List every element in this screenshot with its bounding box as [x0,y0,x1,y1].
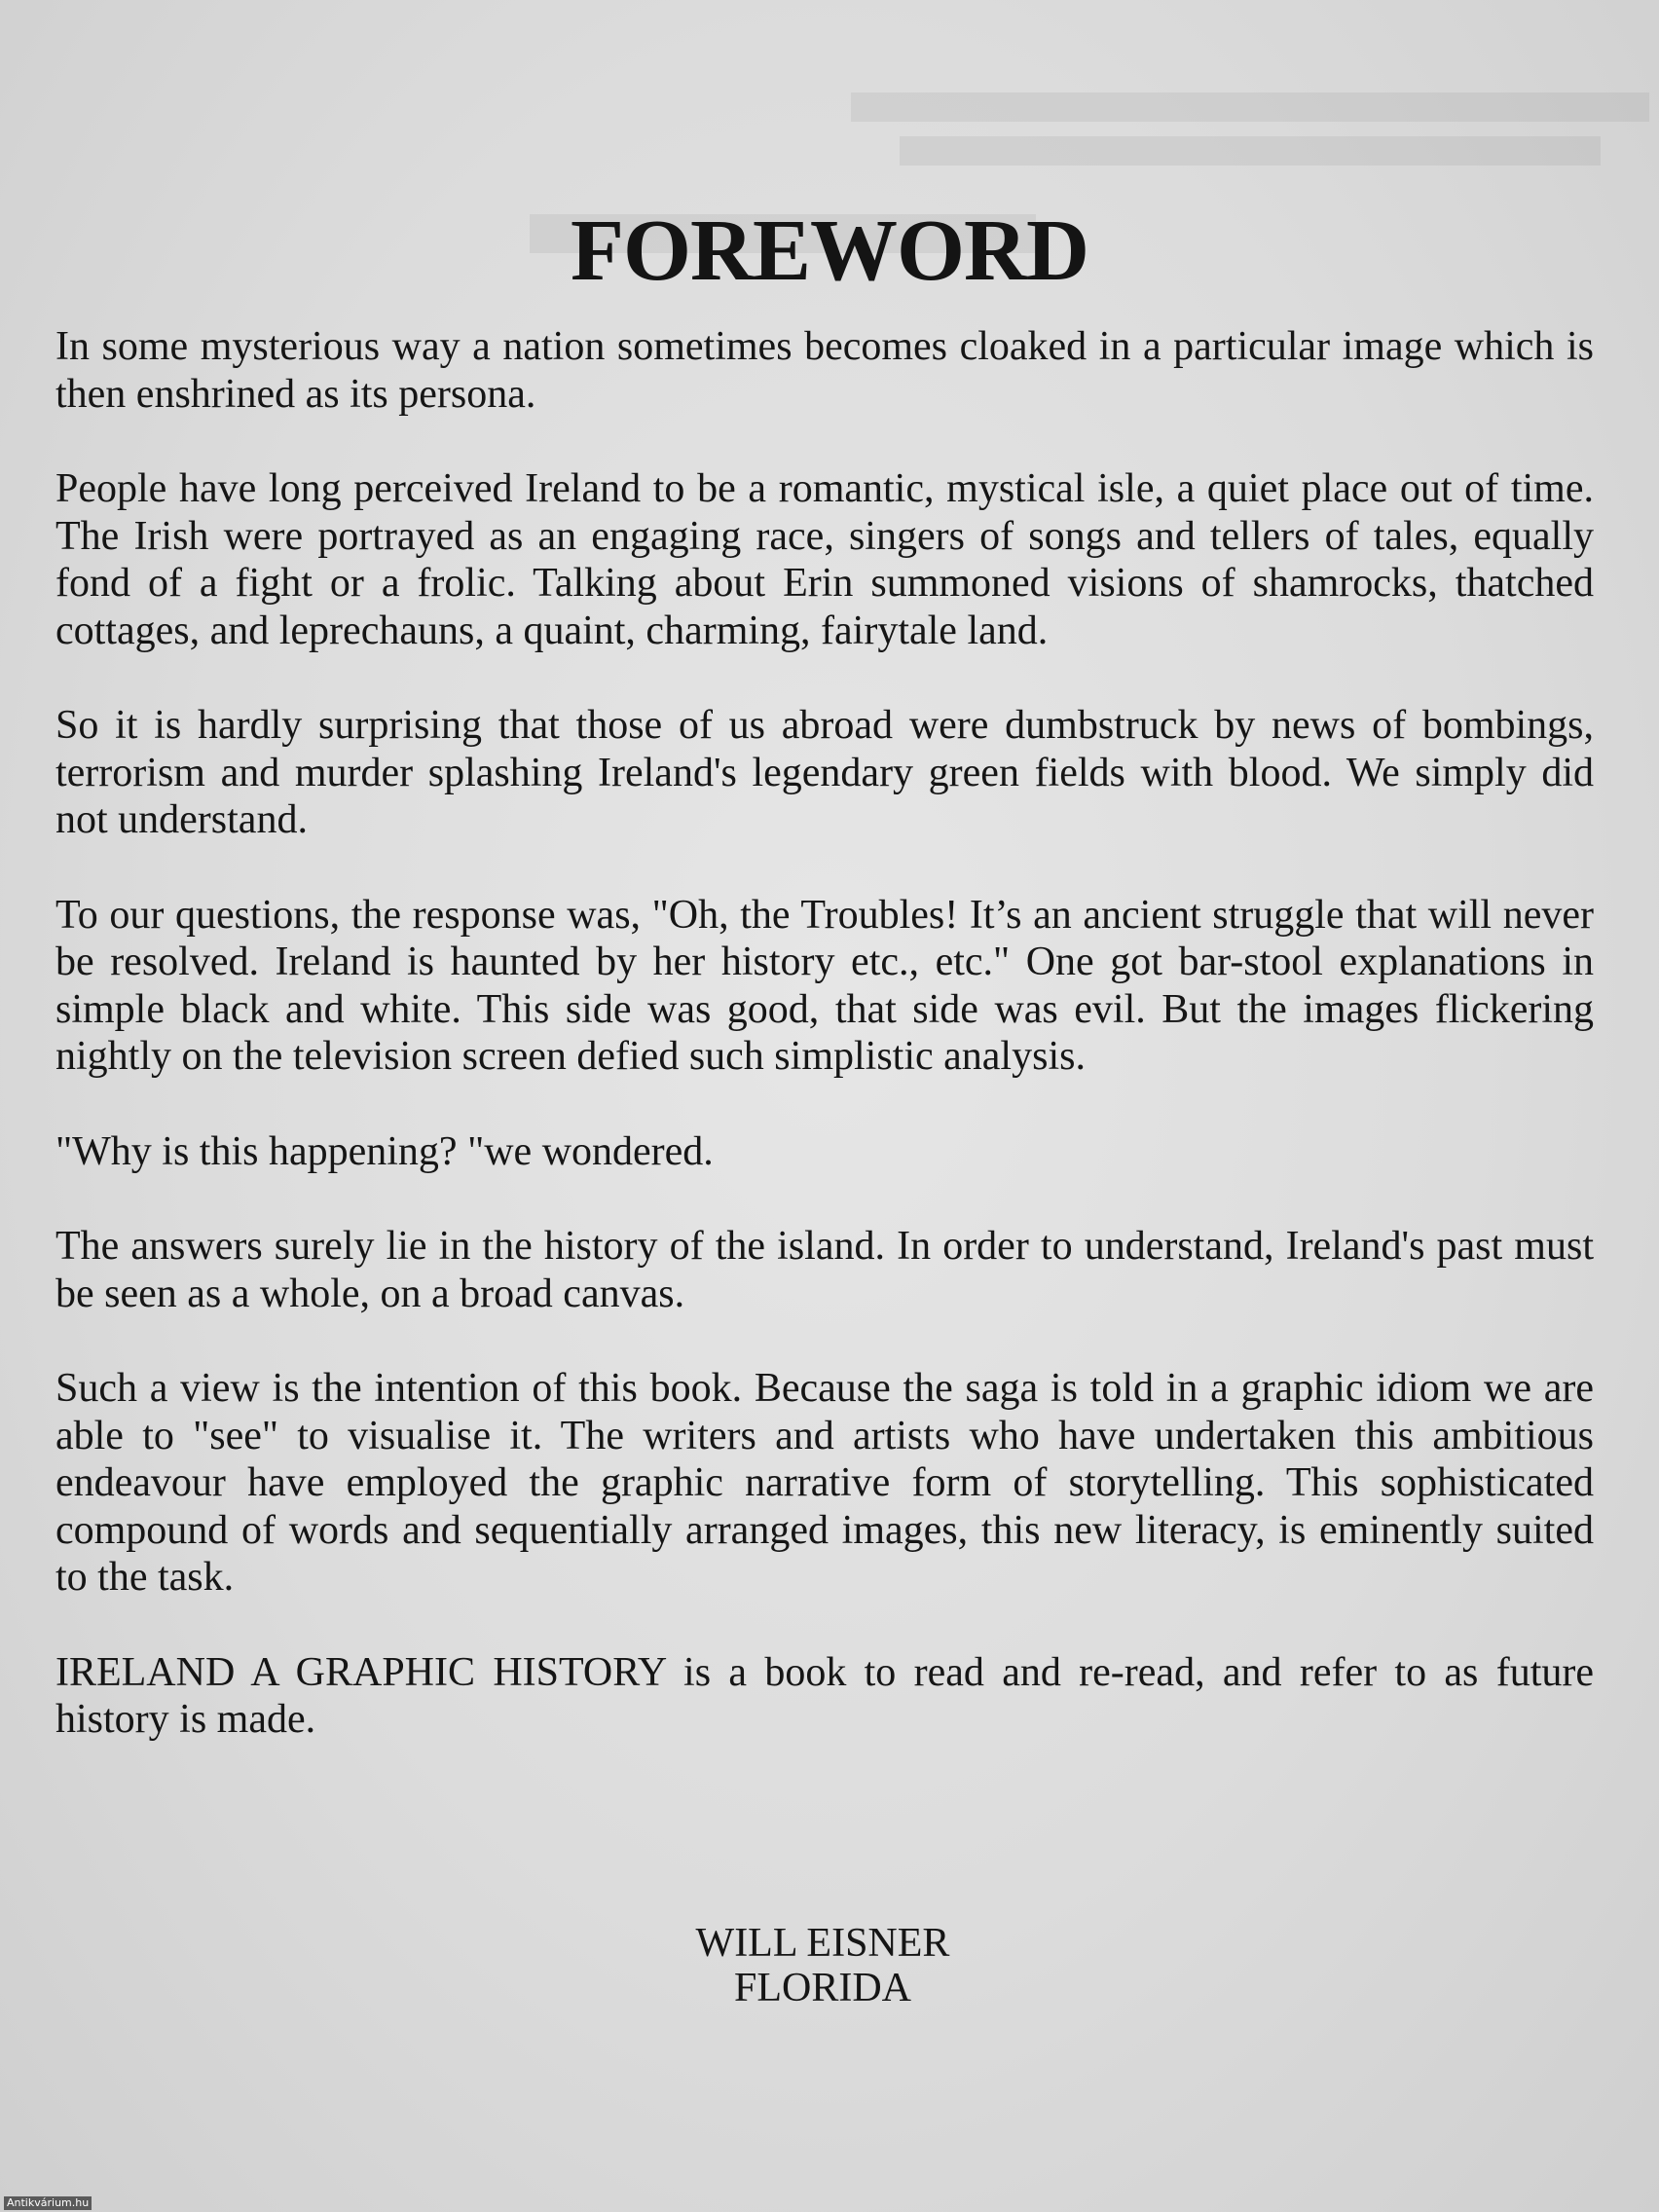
watermark-label: Antikvárium.hu [4,2196,92,2210]
paragraph-4: To our questions, the response was, "Oh, the Troubles! It’s an ancient struggle that will never be resolved. Ireland is haunted by her history etc., etc." One got bar-stool explanations in simple black and white. This side was good, that side was evil. But the images flickering nightly on the television screen defied such simplistic analysis. [55,892,1594,1079]
signature-location: FLORIDA [733,1966,911,2010]
paragraph-3: So it is hardly surprising that those of us abroad were dumbstruck by news of bombings, terrorism and murder splashing Ireland's legendary green fields with blood. We simply did not understand. [55,703,1594,842]
signature-name: WILL EISNER [695,1921,950,1966]
paragraph-8: IRELAND A GRAPHIC HISTORY is a book to read and re-read, and refer to as future history is made. [55,1649,1594,1742]
paragraph-1: In some mysterious way a nation sometimes becomes cloaked in a particular image which is then enshrined as its persona. [55,324,1594,417]
paragraph-2: People have long perceived Ireland to be a romantic, mystical isle, a quiet place out of time. The Irish were portrayed as an engaging race, singers of songs and tellers of tales, equally fond of a fight or a frolic. Talking about Erin summoned visions of shamrocks, thatched cottages, and leprechauns, a quaint, charming, fairytale land. [55,466,1594,653]
foreword-body [55,323,1594,1744]
page-title: FOREWORD [571,203,1088,300]
paragraph-6: The answers surely lie in the history of the island. In order to understand, Ireland's past must be seen as a whole, on a broad canvas. [55,1224,1594,1316]
signature-block [0,1921,1645,2010]
paragraph-5: "Why is this happening? "we wondered. [55,1128,714,1174]
paragraph-7: Such a view is the intention of this book. Because the saga is told in a graphic idiom we are able to "see" to visualise it. The writers and artists who have undertaken this ambitious endeavour have employed the graphic narrative form of storytelling. This sophisticated compound of words and sequentially arranged images, this new literacy, is eminently suited to the task. [55,1366,1594,1600]
